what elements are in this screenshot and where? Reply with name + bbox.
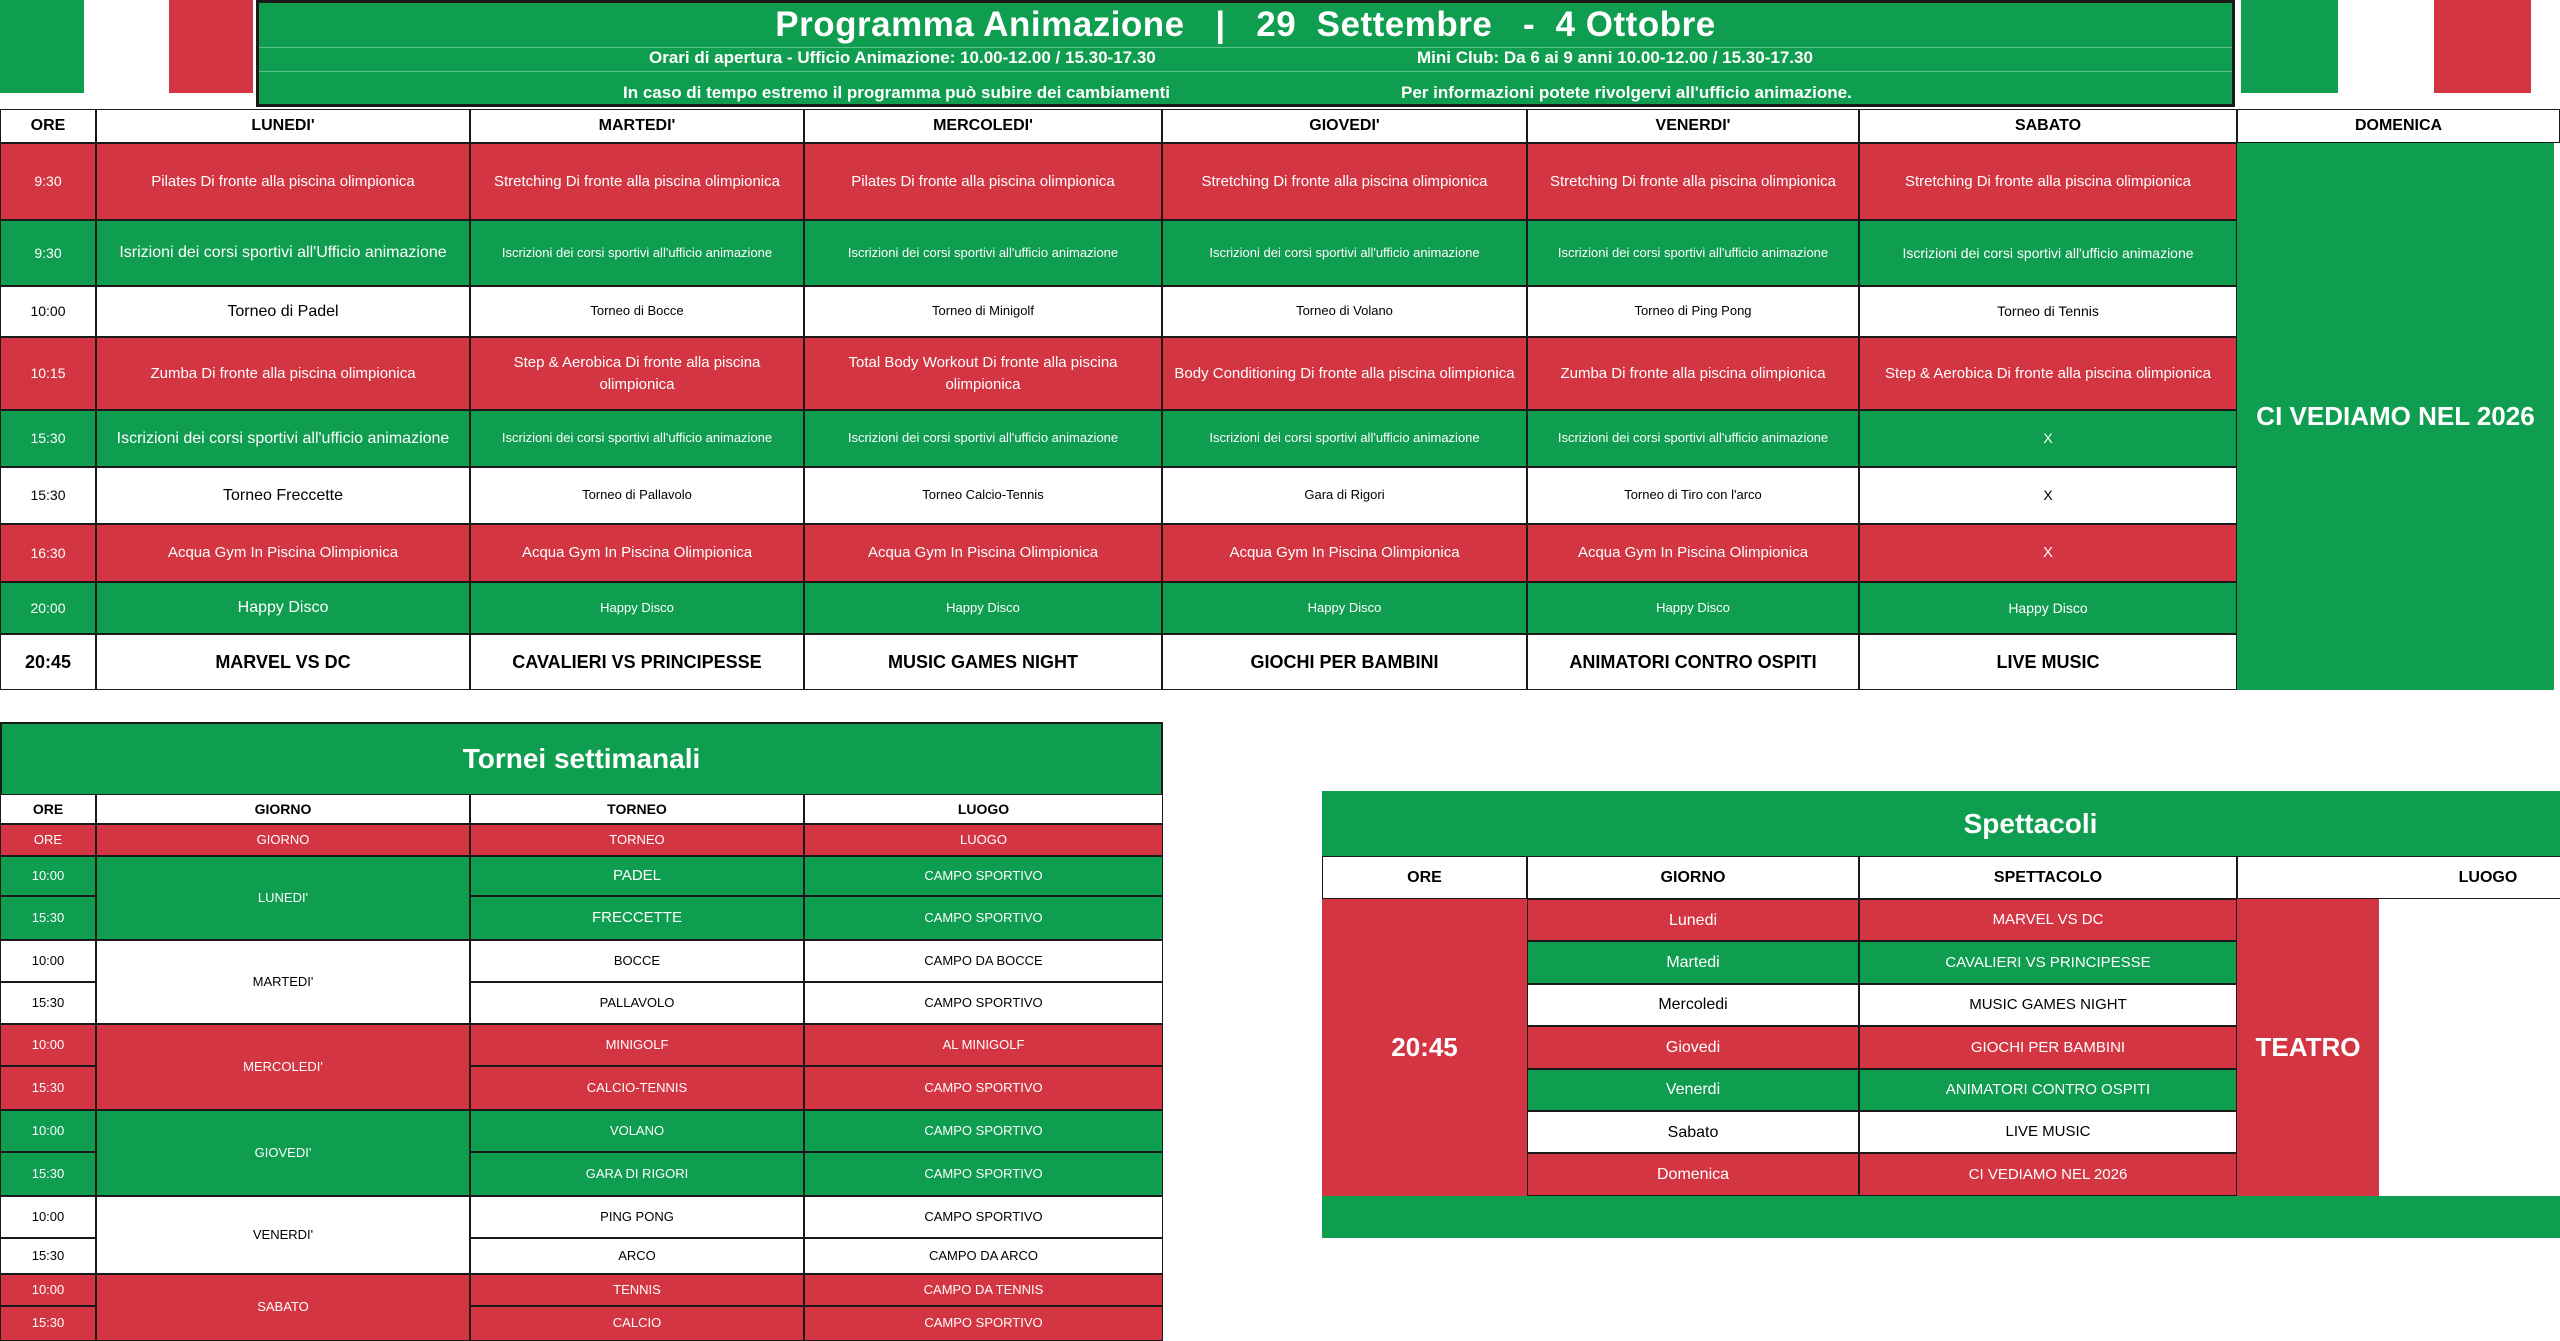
activity-cell: MARVEL VS DC (96, 634, 470, 690)
activity-cell: Acqua Gym In Piscina Olimpionica (804, 524, 1162, 582)
activity-cell: Iscrizioni dei corsi sportivi all'ufficio animazione (96, 410, 470, 467)
spettacoli-day-cell: Martedi (1527, 941, 1859, 983)
activity-cell: Isrizioni dei corsi sportivi all'Ufficio animazione (96, 220, 470, 286)
tornei-time-cell: 15:30 (0, 1238, 96, 1274)
tornei-luogo-cell: AL MINIGOLF (804, 1024, 1163, 1066)
spettacoli-show-cell: MARVEL VS DC (1859, 899, 2237, 941)
activity-cell: Torneo di Volano (1162, 286, 1527, 337)
activity-cell: Happy Disco (470, 582, 804, 634)
tornei-luogo-cell: CAMPO SPORTIVO (804, 896, 1163, 940)
time-cell: 16:30 (0, 524, 96, 582)
time-cell: 10:00 (0, 286, 96, 337)
activity-cell: MUSIC GAMES NIGHT (804, 634, 1162, 690)
activity-cell: Stretching Di fronte alla piscina olimpionica (1162, 143, 1527, 220)
time-cell: 10:15 (0, 337, 96, 410)
activity-cell: Iscrizioni dei corsi sportivi all'ufficio animazione (1859, 220, 2237, 286)
activity-cell: Torneo di Tennis (1859, 286, 2237, 337)
tornei-time-cell: 10:00 (0, 1196, 96, 1238)
tornei-day-cell: SABATO (96, 1274, 470, 1341)
activity-cell: Torneo di Tiro con l'arco (1527, 467, 1859, 524)
activity-cell: X (1859, 410, 2237, 467)
tornei-luogo-cell: CAMPO DA TENNIS (804, 1274, 1163, 1306)
activity-cell: X (1859, 467, 2237, 524)
weekly-header-1: LUNEDI' (96, 109, 470, 143)
spettacoli-header-3: LUOGO (2237, 856, 2560, 899)
activity-cell: ANIMATORI CONTRO OSPITI (1527, 634, 1859, 690)
weekly-header-4: GIOVEDI' (1162, 109, 1527, 143)
spettacoli-header-2: SPETTACOLO (1859, 856, 2237, 899)
time-cell: 15:30 (0, 467, 96, 524)
activity-cell: Stretching Di fronte alla piscina olimpionica (470, 143, 804, 220)
tornei-luogo-cell: CAMPO SPORTIVO (804, 1306, 1163, 1341)
activity-cell: Acqua Gym In Piscina Olimpionica (1527, 524, 1859, 582)
tornei-subheader-0: ORE (0, 824, 96, 856)
tornei-time-cell: 15:30 (0, 1066, 96, 1110)
activity-cell: Happy Disco (96, 582, 470, 634)
spettacoli-header-0: ORE (1322, 856, 1527, 899)
info-notice: Per informazioni potete rivolgervi all'ufficio animazione. (1401, 83, 1852, 102)
tornei-time-cell: 10:00 (0, 1274, 96, 1306)
activity-cell: CAVALIERI VS PRINCIPESSE (470, 634, 804, 690)
tornei-title: Tornei settimanali (0, 722, 1163, 794)
flag-left (0, 0, 253, 93)
activity-cell: Torneo di Ping Pong (1527, 286, 1859, 337)
activity-cell: Happy Disco (1859, 582, 2237, 634)
weather-notice: In caso di tempo estremo il programma può subire dei cambiamenti (623, 83, 1170, 102)
activity-cell: GIOCHI PER BAMBINI (1162, 634, 1527, 690)
tornei-torneo-cell: VOLANO (470, 1110, 804, 1152)
activity-cell: Torneo Calcio-Tennis (804, 467, 1162, 524)
activity-cell: Iscrizioni dei corsi sportivi all'ufficio animazione (1527, 220, 1859, 286)
activity-cell: Zumba Di fronte alla piscina olimpionica (1527, 337, 1859, 410)
tornei-day-cell: GIOVEDI' (96, 1110, 470, 1196)
activity-cell: Torneo di Padel (96, 286, 470, 337)
activity-cell: Gara di Rigori (1162, 467, 1527, 524)
spettacoli-day-cell: Lunedi (1527, 899, 1859, 941)
activity-cell: Zumba Di fronte alla piscina olimpionica (96, 337, 470, 410)
activity-cell: Iscrizioni dei corsi sportivi all'ufficio animazione (470, 220, 804, 286)
tornei-subheader-1: GIORNO (96, 824, 470, 856)
activity-cell: Stretching Di fronte alla piscina olimpionica (1527, 143, 1859, 220)
tornei-header-2: TORNEO (470, 794, 804, 824)
mini-club-hours: Mini Club: Da 6 ai 9 anni 10.00-12.00 / 15.30-17.30 (1417, 48, 1813, 67)
tornei-time-cell: 15:30 (0, 1152, 96, 1196)
tornei-luogo-cell: CAMPO DA BOCCE (804, 940, 1163, 982)
activity-cell: Stretching Di fronte alla piscina olimpionica (1859, 143, 2237, 220)
tornei-torneo-cell: PADEL (470, 856, 804, 896)
activity-cell: Step & Aerobica Di fronte alla piscina olimpionica (1859, 337, 2237, 410)
activity-cell: Total Body Workout Di fronte alla piscina olimpionica (804, 337, 1162, 410)
tornei-header-3: LUOGO (804, 794, 1163, 824)
activity-cell: Happy Disco (1162, 582, 1527, 634)
time-cell: 9:30 (0, 220, 96, 286)
spettacoli-show-cell: ANIMATORI CONTRO OSPITI (1859, 1069, 2237, 1111)
time-cell: 9:30 (0, 143, 96, 220)
activity-cell: LIVE MUSIC (1859, 634, 2237, 690)
activity-cell: Pilates Di fronte alla piscina olimpionica (96, 143, 470, 220)
weekly-header-2: MARTEDI' (470, 109, 804, 143)
tornei-luogo-cell: CAMPO DA ARCO (804, 1238, 1163, 1274)
tornei-subheader-2: TORNEO (470, 824, 804, 856)
spettacoli-venue-cell: TEATRO (2237, 899, 2379, 1196)
tornei-time-cell: 15:30 (0, 896, 96, 940)
time-cell: 20:45 (0, 634, 96, 690)
activity-cell: Acqua Gym In Piscina Olimpionica (470, 524, 804, 582)
activity-cell: Iscrizioni dei corsi sportivi all'ufficio animazione (1527, 410, 1859, 467)
weekly-header-6: SABATO (1859, 109, 2237, 143)
tornei-torneo-cell: PING PONG (470, 1196, 804, 1238)
activity-cell: Torneo di Minigolf (804, 286, 1162, 337)
activity-cell: Happy Disco (804, 582, 1162, 634)
activity-cell: Happy Disco (1527, 582, 1859, 634)
activity-cell: Iscrizioni dei corsi sportivi all'ufficio animazione (470, 410, 804, 467)
tornei-torneo-cell: BOCCE (470, 940, 804, 982)
weekly-header-0: ORE (0, 109, 96, 143)
tornei-time-cell: 15:30 (0, 982, 96, 1024)
tornei-time-cell: 10:00 (0, 940, 96, 982)
tornei-luogo-cell: CAMPO SPORTIVO (804, 1152, 1163, 1196)
tornei-header-0: ORE (0, 794, 96, 824)
activity-cell: Pilates Di fronte alla piscina olimpionica (804, 143, 1162, 220)
page-title: Programma Animazione | 29 Settembre - 4 Ottobre (775, 5, 1716, 44)
weekly-header-5: VENERDI' (1527, 109, 1859, 143)
spettacoli-footer-bar (1322, 1196, 2560, 1238)
spettacoli-header-1: GIORNO (1527, 856, 1859, 899)
tornei-time-cell: 15:30 (0, 1306, 96, 1341)
tornei-torneo-cell: MINIGOLF (470, 1024, 804, 1066)
spettacoli-day-cell: Venerdi (1527, 1069, 1859, 1111)
time-cell: 20:00 (0, 582, 96, 634)
spettacoli-day-cell: Giovedi (1527, 1026, 1859, 1068)
tornei-day-cell: VENERDI' (96, 1196, 470, 1274)
tornei-day-cell: MERCOLEDI' (96, 1024, 470, 1110)
activity-cell: Body Conditioning Di fronte alla piscina olimpionica (1162, 337, 1527, 410)
spettacoli-show-cell: MUSIC GAMES NIGHT (1859, 984, 2237, 1026)
tornei-luogo-cell: CAMPO SPORTIVO (804, 982, 1163, 1024)
tornei-day-cell: MARTEDI' (96, 940, 470, 1024)
flag-right (2241, 0, 2531, 93)
tornei-torneo-cell: CALCIO-TENNIS (470, 1066, 804, 1110)
activity-cell: Torneo di Pallavolo (470, 467, 804, 524)
activity-cell: Iscrizioni dei corsi sportivi all'ufficio animazione (804, 220, 1162, 286)
tornei-luogo-cell: CAMPO SPORTIVO (804, 1066, 1163, 1110)
header-banner (256, 0, 2235, 107)
tornei-day-cell: LUNEDI' (96, 856, 470, 940)
activity-cell: Iscrizioni dei corsi sportivi all'ufficio animazione (804, 410, 1162, 467)
time-cell: 15:30 (0, 410, 96, 467)
activity-cell: X (1859, 524, 2237, 582)
sunday-cell: CI VEDIAMO NEL 2026 (2237, 143, 2554, 690)
spettacoli-show-cell: GIOCHI PER BAMBINI (1859, 1026, 2237, 1068)
spettacoli-day-cell: Domenica (1527, 1153, 1859, 1195)
tornei-torneo-cell: GARA DI RIGORI (470, 1152, 804, 1196)
spettacoli-day-cell: Mercoledi (1527, 984, 1859, 1026)
tornei-luogo-cell: CAMPO SPORTIVO (804, 856, 1163, 896)
spettacoli-show-cell: CAVALIERI VS PRINCIPESSE (1859, 941, 2237, 983)
spettacoli-show-cell: LIVE MUSIC (1859, 1111, 2237, 1153)
spettacoli-time-cell: 20:45 (1322, 899, 1527, 1196)
tornei-torneo-cell: CALCIO (470, 1306, 804, 1341)
activity-cell: Torneo Freccette (96, 467, 470, 524)
tornei-time-cell: 10:00 (0, 856, 96, 896)
tornei-luogo-cell: CAMPO SPORTIVO (804, 1110, 1163, 1152)
spettacoli-day-cell: Sabato (1527, 1111, 1859, 1153)
tornei-header-1: GIORNO (96, 794, 470, 824)
weekly-header-3: MERCOLEDI' (804, 109, 1162, 143)
tornei-torneo-cell: FRECCETTE (470, 896, 804, 940)
tornei-subheader-3: LUOGO (804, 824, 1163, 856)
tornei-torneo-cell: PALLAVOLO (470, 982, 804, 1024)
tornei-time-cell: 10:00 (0, 1110, 96, 1152)
spettacoli-title: Spettacoli (1322, 791, 2560, 856)
activity-cell: Iscrizioni dei corsi sportivi all'ufficio animazione (1162, 220, 1527, 286)
activity-cell: Iscrizioni dei corsi sportivi all'ufficio animazione (1162, 410, 1527, 467)
activity-cell: Acqua Gym In Piscina Olimpionica (96, 524, 470, 582)
activity-cell: Torneo di Bocce (470, 286, 804, 337)
tornei-luogo-cell: CAMPO SPORTIVO (804, 1196, 1163, 1238)
office-hours: Orari di apertura - Ufficio Animazione: 10.00-12.00 / 15.30-17.30 (649, 48, 1156, 67)
activity-cell: Step & Aerobica Di fronte alla piscina olimpionica (470, 337, 804, 410)
weekly-header-7: DOMENICA (2237, 109, 2560, 143)
tornei-time-cell: 10:00 (0, 1024, 96, 1066)
tornei-torneo-cell: ARCO (470, 1238, 804, 1274)
spettacoli-show-cell: CI VEDIAMO NEL 2026 (1859, 1153, 2237, 1195)
activity-cell: Acqua Gym In Piscina Olimpionica (1162, 524, 1527, 582)
tornei-torneo-cell: TENNIS (470, 1274, 804, 1306)
